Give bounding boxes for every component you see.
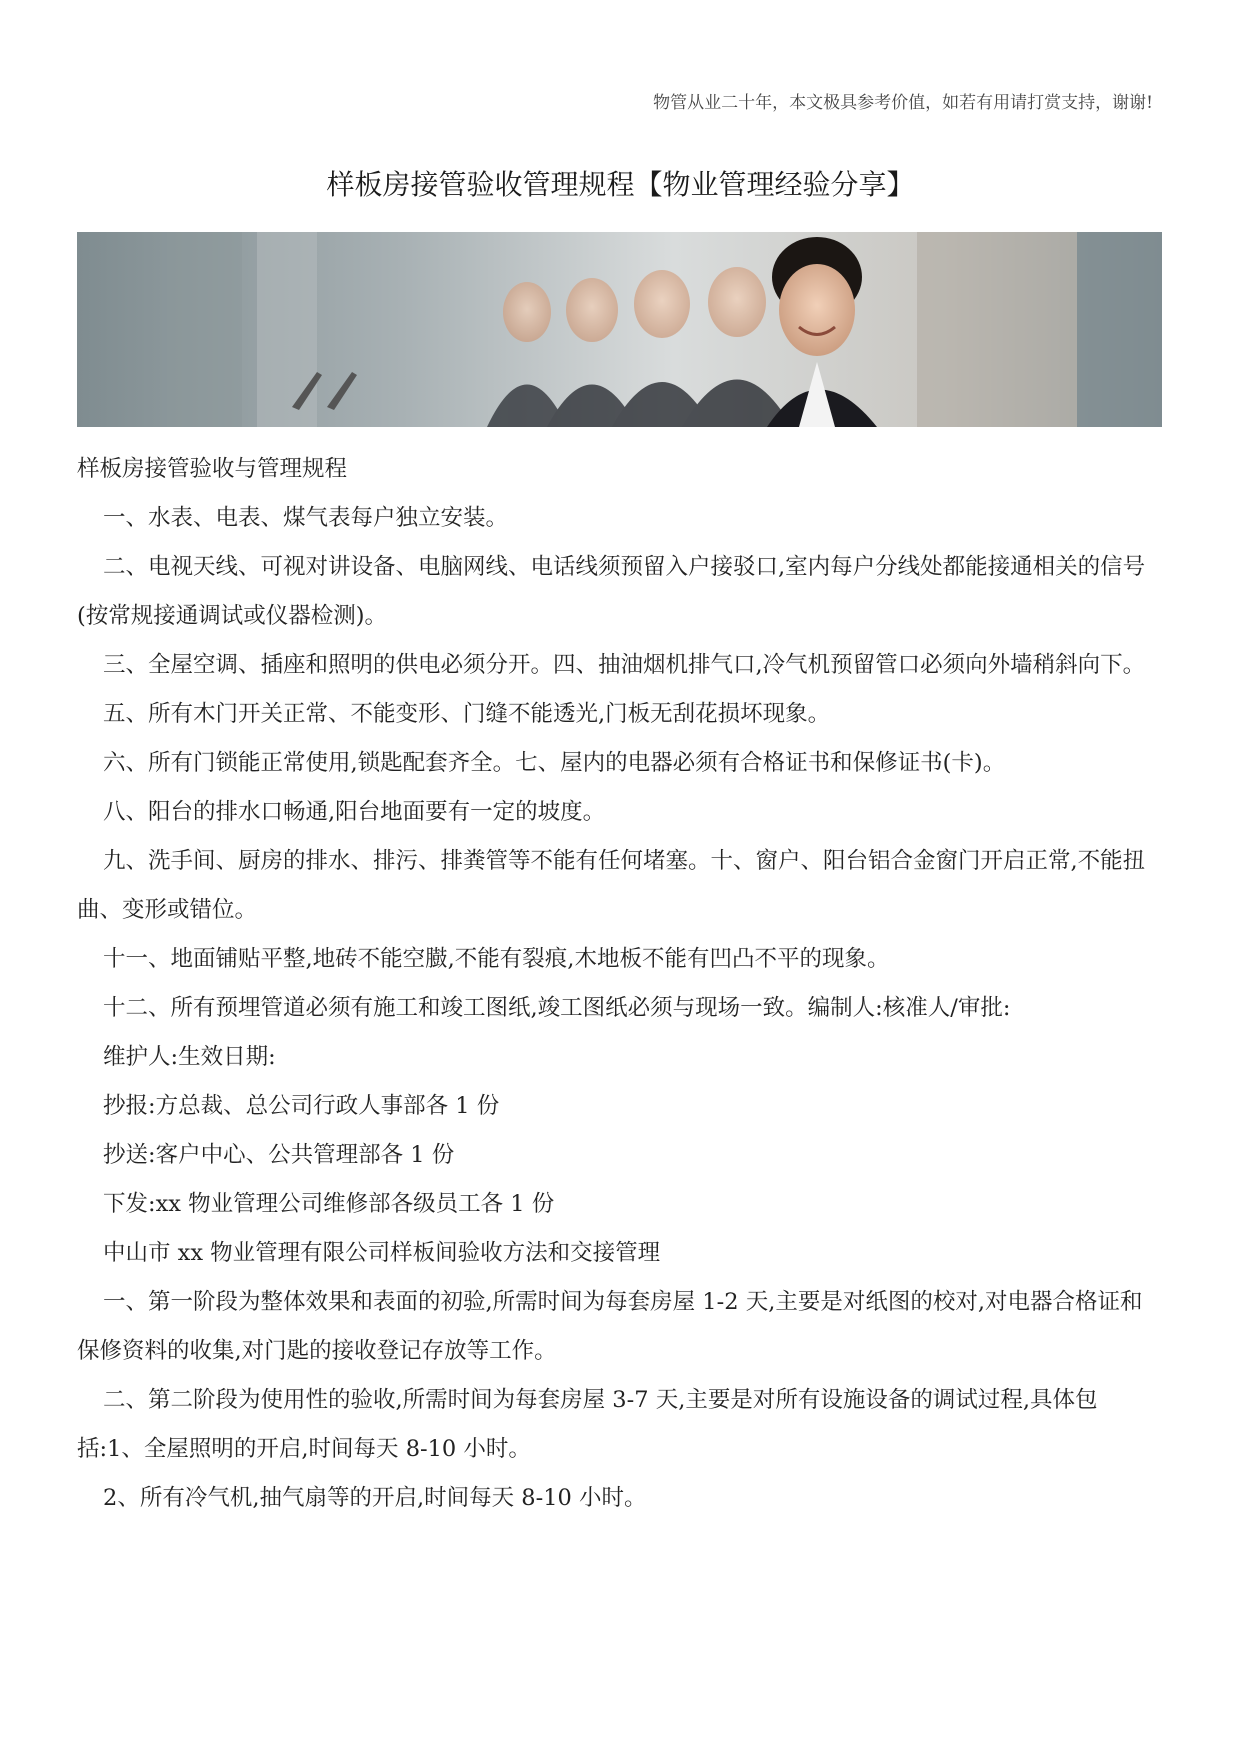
paragraph: 六、所有门锁能正常使用,锁匙配套齐全。七、屋内的电器必须有合格证书和保修证书(卡)。 [103,750,1006,776]
banner-image [77,232,1162,427]
header-note: 物管从业二十年，本文极具参考价值，如若有用请打赏支持，谢谢! [653,93,1153,113]
paragraph: 二、电视天线、可视对讲设备、电脑网线、电话线须预留入户接驳口,室内每户分线处都能接通相关的信号(按常规接通调试或仪器检测)。 [77,554,1146,629]
body-text [77,445,1162,1523]
paragraph: 样板房接管验收与管理规程 [77,456,348,482]
paragraph: 九、洗手间、厨房的排水、排污、排粪管等不能有任何堵塞。十、窗户、阳台铝合金窗门开启正常,不能扭曲、变形或错位。 [77,848,1146,923]
paragraph: 五、所有木门开关正常、不能变形、门缝不能透光,门板无刮花损坏现象。 [103,701,831,727]
paragraph: 一、第一阶段为整体效果和表面的初验,所需时间为每套房屋 1-2 天,主要是对纸图的校对,对电器合格证和保修资料的收集,对门匙的接收登记存放等工作。 [77,1289,1143,1364]
paragraph: 下发:xx 物业管理公司维修部各级员工各 1 份 [103,1191,555,1217]
paragraph: 2、所有冷气机,抽气扇等的开启,时间每天 8-10 小时。 [103,1485,647,1511]
paragraph: 一、水表、电表、煤气表每户独立安装。 [103,505,509,531]
paragraph: 维护人:生效日期: [103,1044,276,1070]
paragraph: 中山市 xx 物业管理有限公司样板间验收方法和交接管理 [103,1240,661,1266]
paragraph: 三、全屋空调、插座和照明的供电必须分开。四、抽油烟机排气口,冷气机预留管口必须向外墙稍斜向下。 [103,652,1146,678]
paragraph: 抄送:客户中心、公共管理部各 1 份 [103,1142,455,1168]
document-title: 样板房接管验收管理规程【物业管理经验分享】 [326,168,915,201]
paragraph: 八、阳台的排水口畅通,阳台地面要有一定的坡度。 [103,799,606,825]
paragraph: 抄报:方总裁、总公司行政人事部各 1 份 [103,1093,500,1119]
paragraph: 十二、所有预埋管道必须有施工和竣工图纸,竣工图纸必须与现场一致。编制人:核准人/审批: [103,995,1011,1021]
business-team-photo-icon [77,232,1162,427]
paragraph: 十一、地面铺贴平整,地砖不能空臌,不能有裂痕,木地板不能有凹凸不平的现象。 [103,946,890,972]
paragraph: 二、第二阶段为使用性的验收,所需时间为每套房屋 3-7 天,主要是对所有设施设备的调试过程,具体包括:1、全屋照明的开启,时间每天 8-10 小时。 [77,1387,1098,1462]
